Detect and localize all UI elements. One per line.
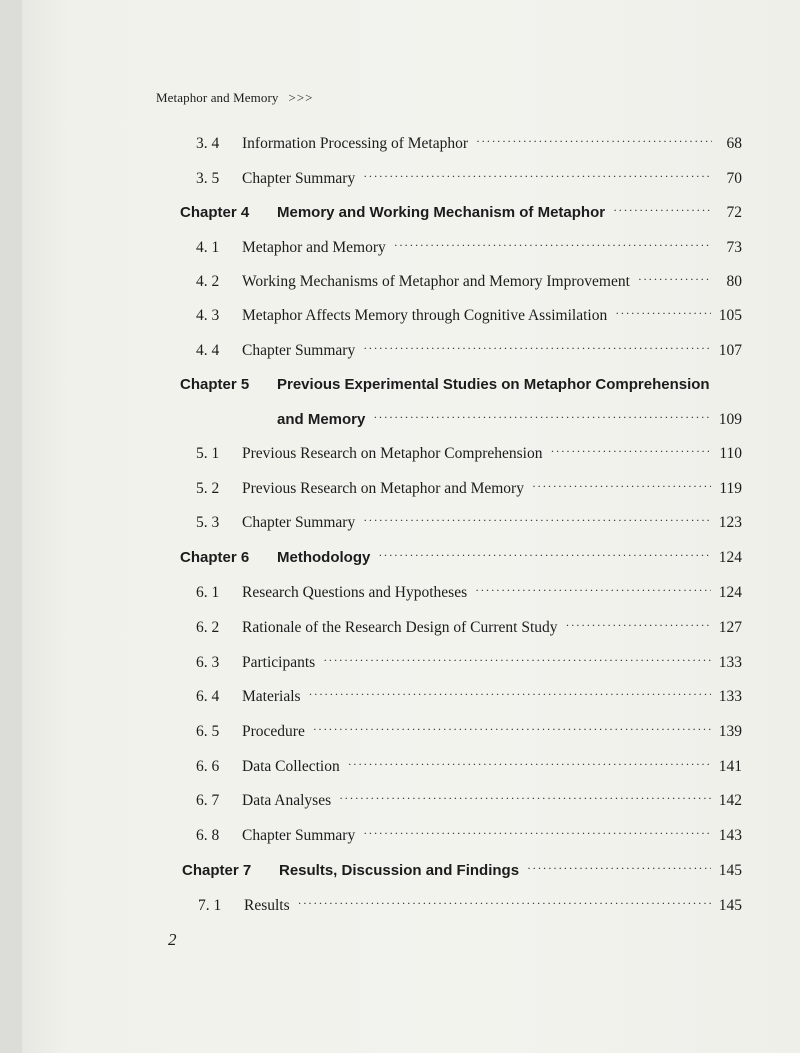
dot-leader: [339, 791, 711, 806]
dot-leader: [348, 757, 711, 772]
section-title: Materials: [242, 688, 301, 705]
section-number: 6. 5: [196, 723, 220, 740]
toc-entry: [196, 273, 742, 291]
dot-leader: [363, 513, 711, 528]
page-number: 145: [718, 862, 742, 879]
toc-entry: [196, 307, 742, 325]
page-number: 107: [718, 342, 742, 359]
toc-entry: [196, 792, 742, 810]
page-number: 110: [719, 445, 742, 462]
dot-leader: [363, 341, 711, 356]
toc-entry: [196, 654, 742, 672]
page-number: 133: [718, 654, 742, 671]
section-number: 4. 2: [196, 273, 220, 290]
page-number: 141: [718, 758, 742, 775]
folio-page-number: 2: [168, 930, 177, 949]
section-number: 4. 1: [196, 239, 220, 256]
toc-entry: [196, 514, 742, 532]
section-title: Procedure: [242, 723, 305, 740]
dot-leader: [613, 203, 712, 218]
section-number: 3. 4: [196, 135, 220, 152]
dot-leader: [373, 410, 710, 425]
toc-chapter-entry: [180, 549, 742, 567]
page-number: 123: [718, 514, 742, 531]
dot-leader: [309, 687, 711, 702]
page-number: 124: [718, 584, 742, 601]
section-number: 6. 7: [196, 792, 220, 809]
dot-leader: [476, 134, 712, 149]
section-title: Chapter Summary: [242, 342, 356, 359]
dot-leader: [363, 826, 711, 841]
page-number: 72: [726, 204, 742, 221]
section-title: Chapter Summary: [242, 827, 356, 844]
toc-entry: [196, 827, 742, 845]
chapter-title: Previous Experimental Studies on Metaphor Comprehension: [277, 376, 710, 393]
section-title: Previous Research on Metaphor Comprehension: [242, 445, 543, 462]
dot-leader: [394, 238, 712, 253]
section-number: 5. 2: [196, 480, 220, 497]
section-number: 6. 6: [196, 758, 220, 775]
section-number: 5. 1: [196, 445, 220, 462]
page-number: 139: [718, 723, 742, 740]
page-number: 119: [719, 480, 742, 497]
section-title: Participants: [242, 654, 316, 671]
toc-entry: [196, 584, 742, 602]
section-number: 6. 8: [196, 827, 220, 844]
page-number: 124: [718, 549, 742, 566]
section-number: 3. 5: [196, 170, 220, 187]
chapter-title: Results, Discussion and Findings: [279, 862, 520, 879]
page-number: 142: [718, 792, 742, 809]
section-number: 6. 1: [196, 584, 220, 601]
page-number: 73: [726, 239, 742, 256]
chapter-title: Methodology: [277, 549, 371, 566]
dot-leader: [323, 653, 711, 668]
page-number: 80: [726, 273, 742, 290]
section-title: Information Processing of Metaphor: [242, 135, 468, 152]
section-title: Results: [244, 897, 290, 914]
section-number: 6. 2: [196, 619, 220, 636]
chapter-title: Memory and Working Mechanism of Metaphor: [277, 204, 606, 221]
page-number: 127: [718, 619, 742, 636]
toc-entry: [196, 239, 742, 257]
toc-chapter-entry: [180, 204, 742, 222]
section-number: 4. 4: [196, 342, 220, 359]
section-title: Data Collection: [242, 758, 340, 775]
page-number: 109: [718, 411, 742, 428]
section-title: Chapter Summary: [242, 514, 356, 531]
running-header-title: Metaphor and Memory: [156, 90, 279, 105]
dot-leader: [313, 722, 711, 737]
chapter-title-continued: and Memory: [277, 411, 366, 428]
dot-leader: [638, 272, 712, 287]
section-number: 6. 3: [196, 654, 220, 671]
section-title: Working Mechanisms of Metaphor and Memory Improvement: [242, 273, 630, 290]
dot-leader: [475, 583, 711, 598]
toc-entry: [196, 170, 742, 188]
dot-leader: [550, 444, 711, 459]
dot-leader: [363, 169, 712, 184]
toc-entry: [198, 897, 742, 915]
toc-entry: [196, 342, 742, 360]
section-title: Previous Research on Metaphor and Memory: [242, 480, 524, 497]
section-title: Rationale of the Research Design of Current Study: [242, 619, 558, 636]
page-number: 133: [718, 688, 742, 705]
toc-chapter-heading: [180, 376, 710, 393]
dot-leader: [378, 548, 710, 563]
section-title: Metaphor and Memory: [242, 239, 386, 256]
chapter-label: Chapter 7: [182, 862, 252, 879]
toc-entry: [196, 758, 742, 776]
page-number: 143: [718, 827, 742, 844]
running-header-separator: >>>: [288, 90, 314, 105]
chapter-label: Chapter 6: [180, 549, 250, 566]
chapter-label: Chapter 5: [180, 376, 250, 393]
page-number: 70: [726, 170, 742, 187]
dot-leader: [532, 479, 711, 494]
section-title: Chapter Summary: [242, 170, 356, 187]
toc-entry: [196, 135, 742, 153]
dot-leader: [527, 861, 711, 876]
section-number: 4. 3: [196, 307, 220, 324]
chapter-label: Chapter 4: [180, 204, 250, 221]
section-title: Research Questions and Hypotheses: [242, 584, 468, 601]
toc-entry: [196, 723, 742, 741]
section-title: Metaphor Affects Memory through Cognitive Assimilation: [242, 307, 608, 324]
toc-entry: [196, 445, 742, 463]
toc-entry: [196, 480, 742, 498]
toc-entry: [196, 688, 742, 706]
dot-leader: [566, 618, 711, 633]
toc-chapter-entry: [182, 862, 742, 880]
dot-leader: [615, 306, 711, 321]
page-number: 105: [718, 307, 742, 324]
page-number: 68: [726, 135, 742, 152]
toc-chapter-entry: [277, 411, 742, 429]
page-number: 145: [718, 897, 742, 914]
dot-leader: [298, 896, 711, 911]
section-number: 7. 1: [198, 897, 222, 914]
section-title: Data Analyses: [242, 792, 332, 809]
section-number: 5. 3: [196, 514, 220, 531]
section-number: 6. 4: [196, 688, 220, 705]
toc-entry: [196, 619, 742, 637]
